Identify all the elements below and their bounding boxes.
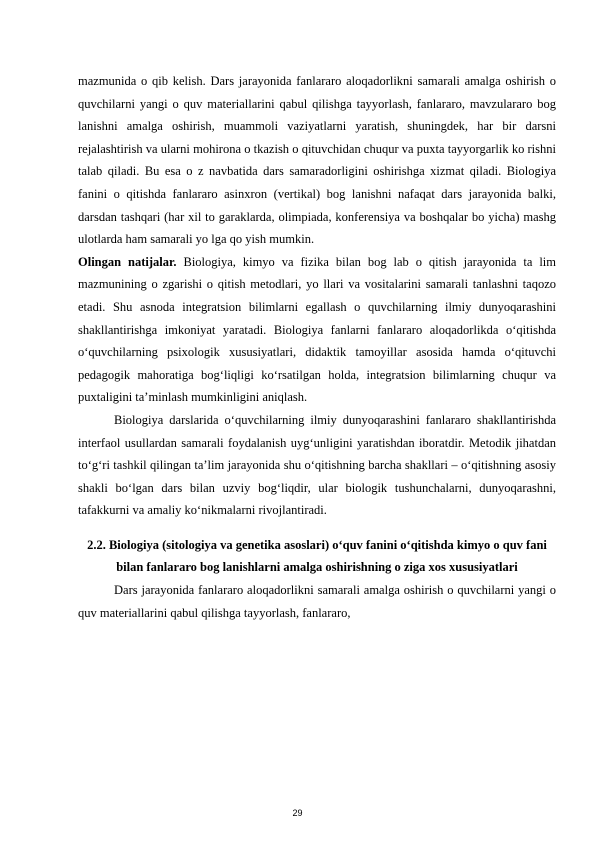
results-lead: Olingan natijalar.	[78, 254, 177, 269]
page-body	[78, 70, 556, 624]
paragraph-results	[78, 251, 556, 409]
paragraph-3: Biologiya darslarida o‘quvchilarning ilmiy dunyoqarashini fanlararo shakllantirishda interfaol usullardan samarali foydalanish uyg‘unligini yaratishdan iboratdir. Metodik jihatdan to‘g‘ri tashkil qilingan ta’lim jarayonida shu o‘qitishning barcha shakllari – o‘qitishning asosiy shakli bo‘lgan dars bilan uzviy bog‘liqdir, ular biologik tushunchalarni, dunyoqarashni, tafakkurni va amaliy ko‘nikmalarni rivojlantiradi.	[78, 412, 556, 518]
page-number: 29	[292, 808, 303, 818]
paragraph-final: Dars jarayonida fanlararo aloqadorlikni samarali amalga oshirish o quvchilarni yangi o quv materiallarini qabul qilishga tayyorlash, fanlararo,	[78, 583, 556, 620]
paragraph-1: mazmunida o qib kelish. Dars jarayonida fanlararo aloqadorlikni samarali amalga oshirish o quvchilarni yangi o quv materiallarini qabul qilishga tayyorlash, fanlararo, mavzulararo bog lanishni amalga oshirish, muammoli vaziyatlarni yaratish, shuningdek, har bir darsni rejalashtirish va ularni mohirona o tkazish o qituvchidan chuqur va puxta tayyorgarlik ko rishni talab qiladi. Bu esa o z navbatida dars samaradorligini oshirishga xizmat qiladi. Biologiya fanini o qitishda fanlararo asinxron (vertikal) bog lanishni nafaqat dars jarayonida balki, darsdan tashqari (har xil to garaklarda, olimpiada, konferensiya va boshqalar bo yicha) mashg ulotlarda ham samarali yo lga qo yish mumkin.	[78, 74, 556, 247]
section-heading: 2.2. Biologiya (sitologiya va genetika asoslari) o‘quv fanini o‘qitishda kimyo o quv fani bilan fanlararo bog lanishlarni amalga oshirishning o ziga xos xususiyatlari	[87, 537, 547, 575]
results-text: Biologiya, kimyo va fizika bilan bog lab o qitish jarayonida ta lim mazmunining o zgarishi o qitish metodlari, yo llari va vositalarini samarali tanlashni taqozo etadi. Shu asnoda integratsion bilimlarni egallash o quvchilarning ilmiy dunyoqarashini shakllantirishga imkoniyat yaratadi. Biologiya fanlarni fanlararo aloqadorlikda o‘qitishda o‘quvchilarning psixologik xususiyatlari, didaktik tamoyillar asosida hamda o‘qituvchi pedagogik mahoratiga bog‘liqligi ko‘rsatilgan holda, integratsion bilimlarning chuqur va puxtaligini ta’minlash mumkinligini aniqlash.	[78, 254, 557, 405]
